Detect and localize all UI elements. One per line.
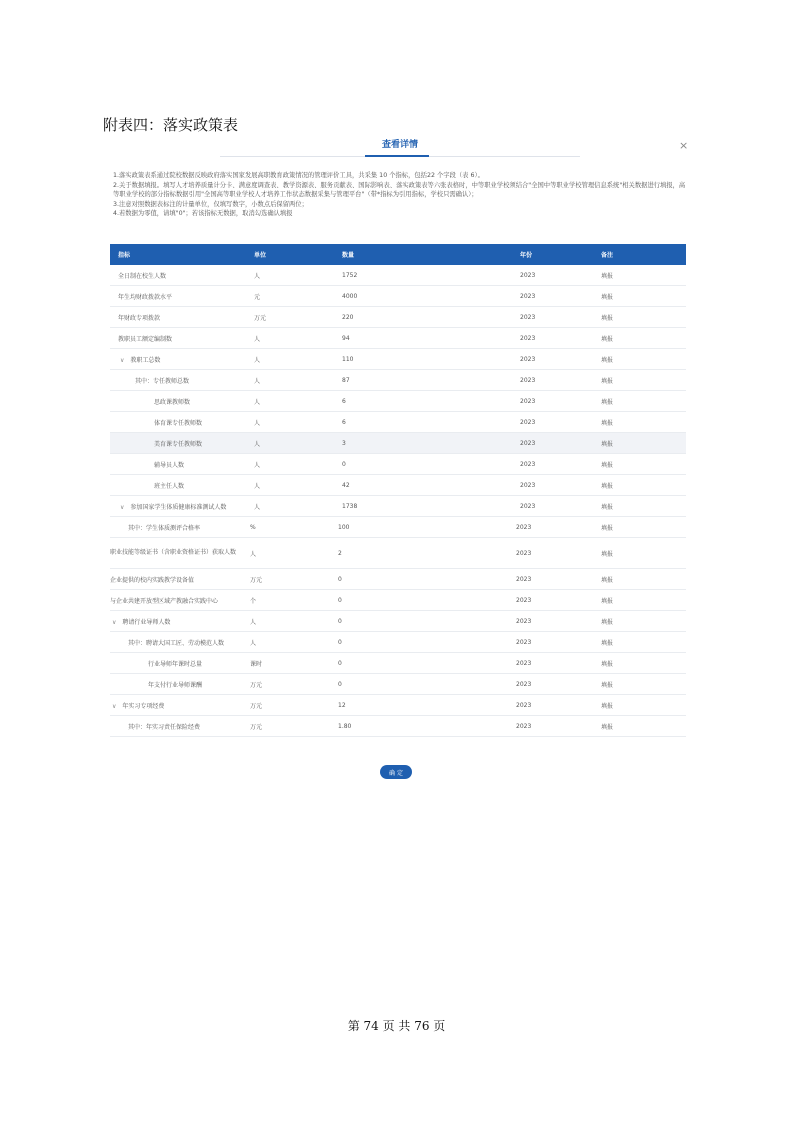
table-row	[110, 286, 686, 307]
cell-value: 1752	[337, 265, 513, 286]
cell-value: 42	[337, 475, 513, 496]
cell-note: 填报	[599, 611, 686, 632]
cell-unit: 人	[250, 328, 337, 349]
cell-value: 220	[337, 307, 513, 328]
table-row	[110, 454, 686, 475]
cell-indicator: ∨ 年实习专项经费	[110, 695, 250, 716]
header-note: 备注	[599, 244, 686, 265]
cell-value: 3	[337, 433, 513, 454]
cell-value: 0	[337, 611, 513, 632]
cell-year: 2023	[513, 370, 599, 391]
cell-unit: 人	[250, 433, 337, 454]
cell-indicator: 年财政专项拨款	[110, 307, 250, 328]
cell-unit: 人	[250, 538, 337, 569]
cell-note: 填报	[599, 286, 686, 307]
cell-unit: 人	[250, 611, 337, 632]
cell-year: 2023	[513, 391, 599, 412]
table-row	[110, 716, 686, 737]
cell-value: 12	[337, 695, 513, 716]
cell-value: 6	[337, 391, 513, 412]
note-1: 1.落实政策表系通过院校数据反映政府落实国家发展高职教育政策情况的管理评价工具，共采集 10 个指标，包括22 个字段（表 6）。	[113, 172, 484, 179]
cell-unit: 人	[250, 475, 337, 496]
table-row	[110, 538, 686, 569]
cell-unit: 万元	[250, 695, 337, 716]
cell-indicator: 班主任人数	[110, 475, 250, 496]
cell-unit: 人	[250, 349, 337, 370]
cell-unit: %	[250, 517, 337, 538]
title-divider	[220, 156, 580, 157]
cell-year: 2023	[513, 674, 599, 695]
note-3: 3.注意对照数据表标注的计量单位，仅填写数字，小数点后保留两位；	[113, 200, 308, 208]
cell-note: 填报	[599, 653, 686, 674]
cell-value: 110	[337, 349, 513, 370]
cell-year: 2023	[513, 569, 599, 590]
table-row	[110, 590, 686, 611]
active-tab-indicator	[365, 155, 429, 157]
cell-year: 2023	[513, 433, 599, 454]
table-row	[110, 370, 686, 391]
cell-year: 2023	[513, 496, 599, 517]
cell-year: 2023	[513, 653, 599, 674]
table-row	[110, 412, 686, 433]
cell-unit: 人	[250, 370, 337, 391]
modal-title: 查看详情	[381, 140, 418, 150]
cell-year: 2023	[513, 286, 599, 307]
chevron-down-icon[interactable]: ∨	[112, 702, 117, 710]
cell-year: 2023	[513, 307, 599, 328]
cell-note: 填报	[599, 391, 686, 412]
cell-value: 4000	[337, 286, 513, 307]
cell-year: 2023	[513, 265, 599, 286]
cell-unit: 人	[250, 391, 337, 412]
cell-value: 2	[337, 538, 513, 569]
cell-note: 填报	[599, 569, 686, 590]
cell-indicator: 年生均财政拨款水平	[110, 286, 250, 307]
chevron-down-icon[interactable]: ∨	[120, 356, 125, 364]
cell-note: 填报	[599, 349, 686, 370]
cell-value: 1.80	[337, 716, 513, 737]
cell-indicator: 思政课教师数	[110, 391, 250, 412]
cell-note: 填报	[599, 674, 686, 695]
cell-indicator: 行业导师年课时总量	[110, 653, 250, 674]
cell-indicator: 其中：聘请大国工匠、劳动模范人数	[110, 632, 250, 653]
cell-value: 100	[337, 517, 513, 538]
cell-value: 87	[337, 370, 513, 391]
cell-note: 填报	[599, 433, 686, 454]
cell-year: 2023	[513, 328, 599, 349]
cell-note: 填报	[599, 517, 686, 538]
cell-value: 1738	[337, 496, 513, 517]
table-row	[110, 475, 686, 496]
cell-unit: 课时	[250, 653, 337, 674]
table-row	[110, 632, 686, 653]
confirm-button[interactable]: 确 定	[380, 765, 412, 779]
cell-indicator: 企业提供的校内实践教学设备值	[110, 569, 250, 590]
cell-unit: 元	[250, 286, 337, 307]
cell-note: 填报	[599, 454, 686, 475]
cell-indicator: 职业技能等级证书（含职业资格证书）获取人数	[110, 538, 250, 569]
table-row	[110, 328, 686, 349]
cell-year: 2023	[513, 412, 599, 433]
cell-year: 2023	[513, 632, 599, 653]
instructions	[113, 171, 688, 219]
header-unit: 单位	[250, 244, 337, 265]
cell-year: 2023	[513, 517, 599, 538]
table-row	[110, 307, 686, 328]
page-heading: 附表四：落实政策表	[103, 116, 239, 134]
cell-year: 2023	[513, 716, 599, 737]
cell-year: 2023	[513, 611, 599, 632]
policy-table	[110, 244, 686, 737]
table-row	[110, 349, 686, 370]
cell-note: 填报	[599, 328, 686, 349]
cell-note: 填报	[599, 412, 686, 433]
header-indicator: 指标	[110, 244, 250, 265]
cell-year: 2023	[513, 538, 599, 569]
cell-value: 0	[337, 569, 513, 590]
table-header-row	[110, 244, 686, 265]
table-row	[110, 391, 686, 412]
cell-note: 填报	[599, 632, 686, 653]
table-row	[110, 695, 686, 716]
cell-year: 2023	[513, 454, 599, 475]
cell-unit: 个	[250, 590, 337, 611]
cell-indicator: 教职员工额定编制数	[110, 328, 250, 349]
cell-value: 0	[337, 590, 513, 611]
cell-note: 填报	[599, 307, 686, 328]
cell-indicator: 年支付行业导师课酬	[110, 674, 250, 695]
cell-note: 填报	[599, 590, 686, 611]
cell-value: 0	[337, 454, 513, 475]
table-row	[110, 653, 686, 674]
cell-unit: 万元	[250, 569, 337, 590]
cell-value: 0	[337, 674, 513, 695]
cell-note: 填报	[599, 496, 686, 517]
cell-year: 2023	[513, 590, 599, 611]
cell-indicator: 其中：专任教师总数	[110, 370, 250, 391]
table-row	[110, 569, 686, 590]
cell-note: 填报	[599, 716, 686, 737]
cell-indicator: 体育课专任教师数	[110, 412, 250, 433]
table-row	[110, 265, 686, 286]
cell-year: 2023	[513, 349, 599, 370]
note-4: 4.若数据为零值，请填"0"；若该指标无数据，取消勾选确认填报	[113, 210, 293, 218]
table-row	[110, 433, 686, 454]
cell-indicator: 与企业共建开放型区域产教融合实践中心	[110, 590, 250, 611]
chevron-down-icon[interactable]: ∨	[112, 618, 117, 626]
cell-value: 0	[337, 632, 513, 653]
cell-year: 2023	[513, 695, 599, 716]
cell-indicator: 全日制在校生人数	[110, 265, 250, 286]
page-number: 第 74 页 共 76 页	[347, 1019, 446, 1033]
cell-unit: 万元	[250, 716, 337, 737]
cell-indicator: 其中：年实习责任保险经费	[110, 716, 250, 737]
cell-indicator: ∨ 参加国家学生体质健康标准测试人数	[110, 496, 250, 517]
cell-unit: 人	[250, 632, 337, 653]
cell-indicator: ∨ 教职工总数	[110, 349, 250, 370]
cell-indicator: ∨ 聘请行业导师人数	[110, 611, 250, 632]
cell-indicator: 其中：学生体质测评合格率	[110, 517, 250, 538]
cell-unit: 人	[250, 265, 337, 286]
header-year: 年份	[513, 244, 599, 265]
cell-note: 填报	[599, 475, 686, 496]
cell-unit: 人	[250, 454, 337, 475]
table-row	[110, 517, 686, 538]
cell-indicator: 美育课专任教师数	[110, 433, 250, 454]
cell-note: 填报	[599, 370, 686, 391]
close-icon[interactable]: ×	[679, 139, 689, 152]
note-2: 2.关于数据填报。填写人才培养质量计分卡、满意度调查表、教学资源表、服务贡献表、国际影响表、落实政策表等六张表格时，中等职业学校须结合"全国中等职业学校管理信息系统"相关数据进行填报，高等职业学校的部分指标数据引用"全国高等职业学校人才培养工作状态数据采集与管理平台"（带*指标为引用指标，学校只需确认）；	[113, 181, 686, 199]
cell-note: 填报	[599, 538, 686, 569]
cell-note: 填报	[599, 265, 686, 286]
cell-value: 6	[337, 412, 513, 433]
cell-unit: 万元	[250, 307, 337, 328]
cell-unit: 万元	[250, 674, 337, 695]
cell-unit: 人	[250, 412, 337, 433]
table-row	[110, 674, 686, 695]
cell-indicator: 辅导员人数	[110, 454, 250, 475]
chevron-down-icon[interactable]: ∨	[120, 503, 125, 511]
cell-unit: 人	[250, 496, 337, 517]
table-row	[110, 611, 686, 632]
header-value: 数量	[337, 244, 513, 265]
cell-value: 94	[337, 328, 513, 349]
cell-year: 2023	[513, 475, 599, 496]
cell-value: 0	[337, 653, 513, 674]
cell-note: 填报	[599, 695, 686, 716]
table-row	[110, 496, 686, 517]
